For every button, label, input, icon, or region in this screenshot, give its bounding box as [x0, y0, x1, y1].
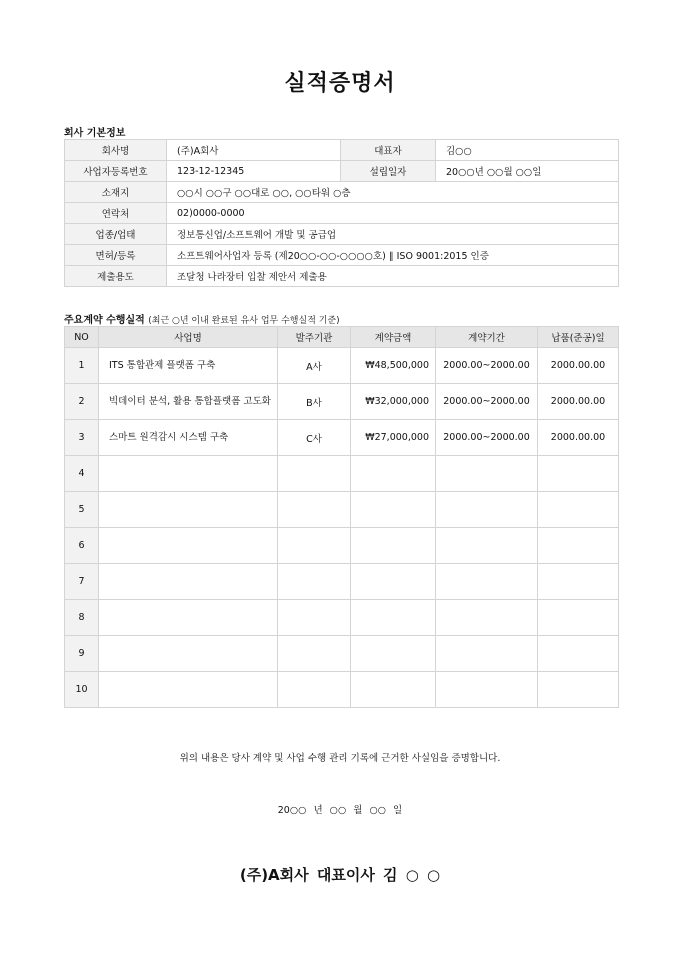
regno-value: 123-12-12345	[167, 161, 341, 182]
cell-amount	[351, 456, 436, 492]
business-value: 정보통신업/소프트웨어 개발 및 공급업	[167, 224, 619, 245]
info-row-company	[65, 140, 619, 161]
performance-header-row	[65, 327, 619, 348]
cell-project-name	[99, 564, 278, 600]
cell-client	[278, 564, 351, 600]
header-amount: 계약금액	[351, 327, 436, 348]
header-no: NO	[65, 327, 99, 348]
cell-period	[436, 492, 538, 528]
cell-amount	[351, 600, 436, 636]
cell-amount	[351, 672, 436, 708]
cell-project-name: 빅데이터 분석, 활용 통합플랫폼 고도화	[99, 384, 278, 420]
cell-project-name: 스마트 원격감시 시스템 구축	[99, 420, 278, 456]
cell-amount: ₩48,500,000	[351, 348, 436, 384]
cell-project-name	[99, 600, 278, 636]
cell-project-name	[99, 672, 278, 708]
document-title: 실적증명서	[284, 71, 396, 96]
regno-label: 사업자등록번호	[65, 161, 167, 182]
cell-project-name	[99, 528, 278, 564]
cell-period: 2000.00~2000.00	[436, 348, 538, 384]
header-delivery-date: 납품(준공)일	[538, 327, 619, 348]
cell-amount: ₩32,000,000	[351, 384, 436, 420]
address-value: ○○시 ○○구 ○○대로 ○○, ○○타워 ○층	[167, 182, 619, 203]
cell-client	[278, 456, 351, 492]
table-row	[65, 672, 619, 708]
cell-no: 8	[65, 600, 99, 636]
issue-date: 20○○ 년 ○○ 월 ○○ 일	[277, 805, 403, 816]
cell-amount	[351, 528, 436, 564]
cell-client: A사	[278, 348, 351, 384]
cell-amount: ₩27,000,000	[351, 420, 436, 456]
performance-title: 주요계약 수행실적	[64, 315, 145, 326]
table-row	[65, 456, 619, 492]
cell-client: C사	[278, 420, 351, 456]
address-label: 소재지	[65, 182, 167, 203]
table-row	[65, 348, 619, 384]
table-row	[65, 528, 619, 564]
cell-period	[436, 672, 538, 708]
cell-project-name: ITS 통합관제 플랫폼 구축	[99, 348, 278, 384]
purpose-value: 조달청 나라장터 입찰 제안서 제출용	[167, 266, 619, 287]
contact-label: 연락처	[65, 203, 167, 224]
cell-period	[436, 564, 538, 600]
cell-client	[278, 492, 351, 528]
cell-period	[436, 600, 538, 636]
cell-no: 10	[65, 672, 99, 708]
cell-amount	[351, 492, 436, 528]
cell-period: 2000.00~2000.00	[436, 384, 538, 420]
header-period: 계약기간	[436, 327, 538, 348]
basic-info-section-title: 회사 기본정보	[64, 128, 126, 139]
cell-client	[278, 600, 351, 636]
cell-delivery-date: 2000.00.00	[538, 348, 619, 384]
estdate-value: 20○○년 ○○월 ○○일	[436, 161, 619, 182]
contact-value: 02)0000-0000	[167, 203, 619, 224]
info-row-license	[65, 245, 619, 266]
cell-client	[278, 636, 351, 672]
cell-delivery-date	[538, 636, 619, 672]
company-label: 회사명	[65, 140, 167, 161]
cell-project-name	[99, 636, 278, 672]
cell-project-name	[99, 492, 278, 528]
table-row	[65, 600, 619, 636]
cell-delivery-date	[538, 672, 619, 708]
cell-delivery-date	[538, 456, 619, 492]
info-row-address	[65, 182, 619, 203]
cell-no: 3	[65, 420, 99, 456]
table-row	[65, 384, 619, 420]
cell-delivery-date	[538, 600, 619, 636]
certification-statement: 위의 내용은 당사 계약 및 사업 수행 관리 기록에 근거한 사실임을 증명합니다.	[179, 753, 501, 764]
info-row-purpose	[65, 266, 619, 287]
table-row	[65, 492, 619, 528]
performance-table	[64, 326, 619, 708]
cell-period	[436, 528, 538, 564]
cell-no: 5	[65, 492, 99, 528]
performance-note: (최근 ○년 이내 완료된 유사 업무 수행실적 기준)	[148, 316, 340, 326]
basic-info-table	[64, 139, 619, 287]
ceo-value: 김○○	[436, 140, 619, 161]
info-row-business	[65, 224, 619, 245]
info-row-regno	[65, 161, 619, 182]
cell-delivery-date	[538, 492, 619, 528]
header-project-name: 사업명	[99, 327, 278, 348]
business-label: 업종/업태	[65, 224, 167, 245]
cell-delivery-date	[538, 528, 619, 564]
cell-project-name	[99, 456, 278, 492]
table-row	[65, 420, 619, 456]
cell-delivery-date: 2000.00.00	[538, 384, 619, 420]
cell-period	[436, 636, 538, 672]
cell-no: 1	[65, 348, 99, 384]
cell-no: 2	[65, 384, 99, 420]
performance-section-title	[64, 311, 340, 326]
estdate-label: 설립일자	[341, 161, 436, 182]
cell-period	[436, 456, 538, 492]
cell-client	[278, 672, 351, 708]
table-row	[65, 564, 619, 600]
header-client: 발주기관	[278, 327, 351, 348]
cell-period: 2000.00~2000.00	[436, 420, 538, 456]
license-value: 소프트웨어사업자 등록 (제20○○-○○-○○○○호) ∥ ISO 9001:2015 인증	[167, 245, 619, 266]
cell-no: 9	[65, 636, 99, 672]
cell-amount	[351, 564, 436, 600]
ceo-label: 대표자	[341, 140, 436, 161]
info-row-contact	[65, 203, 619, 224]
cell-no: 7	[65, 564, 99, 600]
cell-delivery-date: 2000.00.00	[538, 420, 619, 456]
cell-delivery-date	[538, 564, 619, 600]
cell-no: 6	[65, 528, 99, 564]
purpose-label: 제출용도	[65, 266, 167, 287]
company-value: (주)A회사	[167, 140, 341, 161]
cell-client	[278, 528, 351, 564]
table-row	[65, 636, 619, 672]
cell-amount	[351, 636, 436, 672]
signature-line: (주)A회사 대표이사 김 ○ ○	[239, 866, 441, 884]
cell-no: 4	[65, 456, 99, 492]
cell-client: B사	[278, 384, 351, 420]
license-label: 면허/등록	[65, 245, 167, 266]
